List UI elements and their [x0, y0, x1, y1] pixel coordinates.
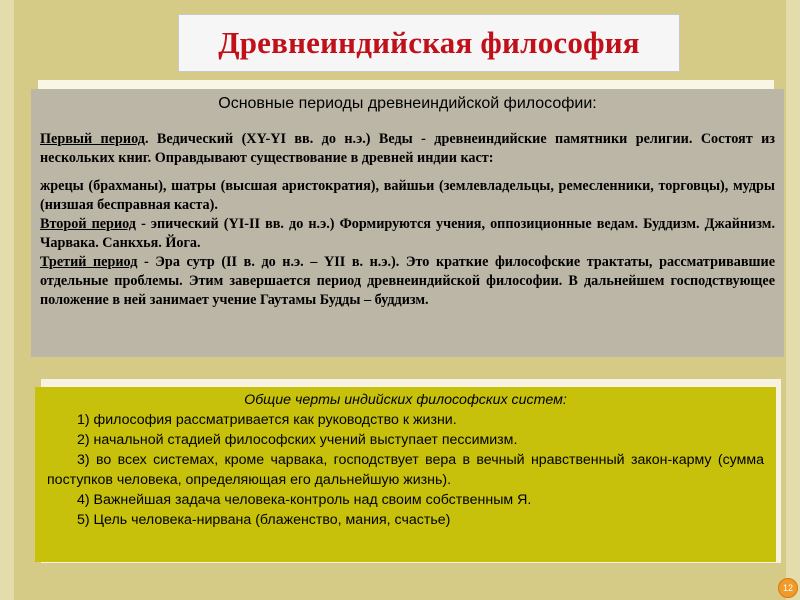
second-period-text: - эпический (YI-II вв. до н.э.) Формируются учения, оппозиционные ведам. Буддизм. Джайнизм. Чарвака. Санкхья. Йога.: [40, 216, 775, 251]
first-period-label: Первый период: [40, 131, 145, 147]
features-panel: [35, 387, 776, 562]
third-period-text: - Эра сутр (II в. до н.э. – YII в. н.э.). Это краткие философские трактаты, рассматривавшие отдельные проблемы. Этим завершается период древнеиндийской философии. В дальнейшем господствующее положение в ней занимает учение Гаутамы Будды – буддизм.: [40, 254, 776, 308]
third-period-label: Третий период: [40, 254, 138, 270]
periods-panel: [31, 89, 784, 357]
feature-item: 1) философия рассматривается как руководство к жизни.: [77, 412, 457, 428]
third-period-paragraph: [40, 253, 775, 310]
feature-item: 5) Цель человека-нирвана (блаженство, мания, счастье): [77, 512, 451, 528]
second-period-paragraph: [40, 215, 775, 253]
first-period-text: . Ведический (XY-YI вв. до н.э.) Веды - древнеиндийские памятники религии. Состоят из нескольких книг. Оправдывают существование в древней индии каст:: [40, 131, 775, 166]
first-period-paragraph: [40, 130, 775, 168]
feature-item: 3) во всех системах, кроме чарвака, господствует вера в вечный нравственный закон-карму (сумма поступков человека, определяющая его дальнейшую жизнь).: [47, 452, 764, 488]
page-number-badge[interactable]: 12: [778, 578, 798, 598]
periods-heading: Основные периоды древнеиндийской философии:: [218, 95, 597, 112]
title-box: [178, 14, 680, 72]
feature-item: 4) Важнейшая задача человека-контроль над своим собственным Я.: [77, 492, 532, 508]
page-title: Древнеиндийская философия: [218, 25, 640, 60]
feature-item: 2) начальной стадией философских учений выступает пессимизм.: [77, 432, 518, 448]
castes-paragraph: жрецы (брахманы), шатры (высшая аристократия), вайшьи (землевладельцы, ремесленники, торговцы), мудры (низшая бесправная каста).: [40, 178, 775, 213]
second-period-label: Второй период: [40, 216, 136, 232]
paragraph-gap: [40, 168, 775, 177]
features-heading: Общие черты индийских философских систем:: [244, 392, 567, 408]
slide-edge-left: [0, 0, 14, 600]
slide-edge-right: [786, 0, 800, 600]
